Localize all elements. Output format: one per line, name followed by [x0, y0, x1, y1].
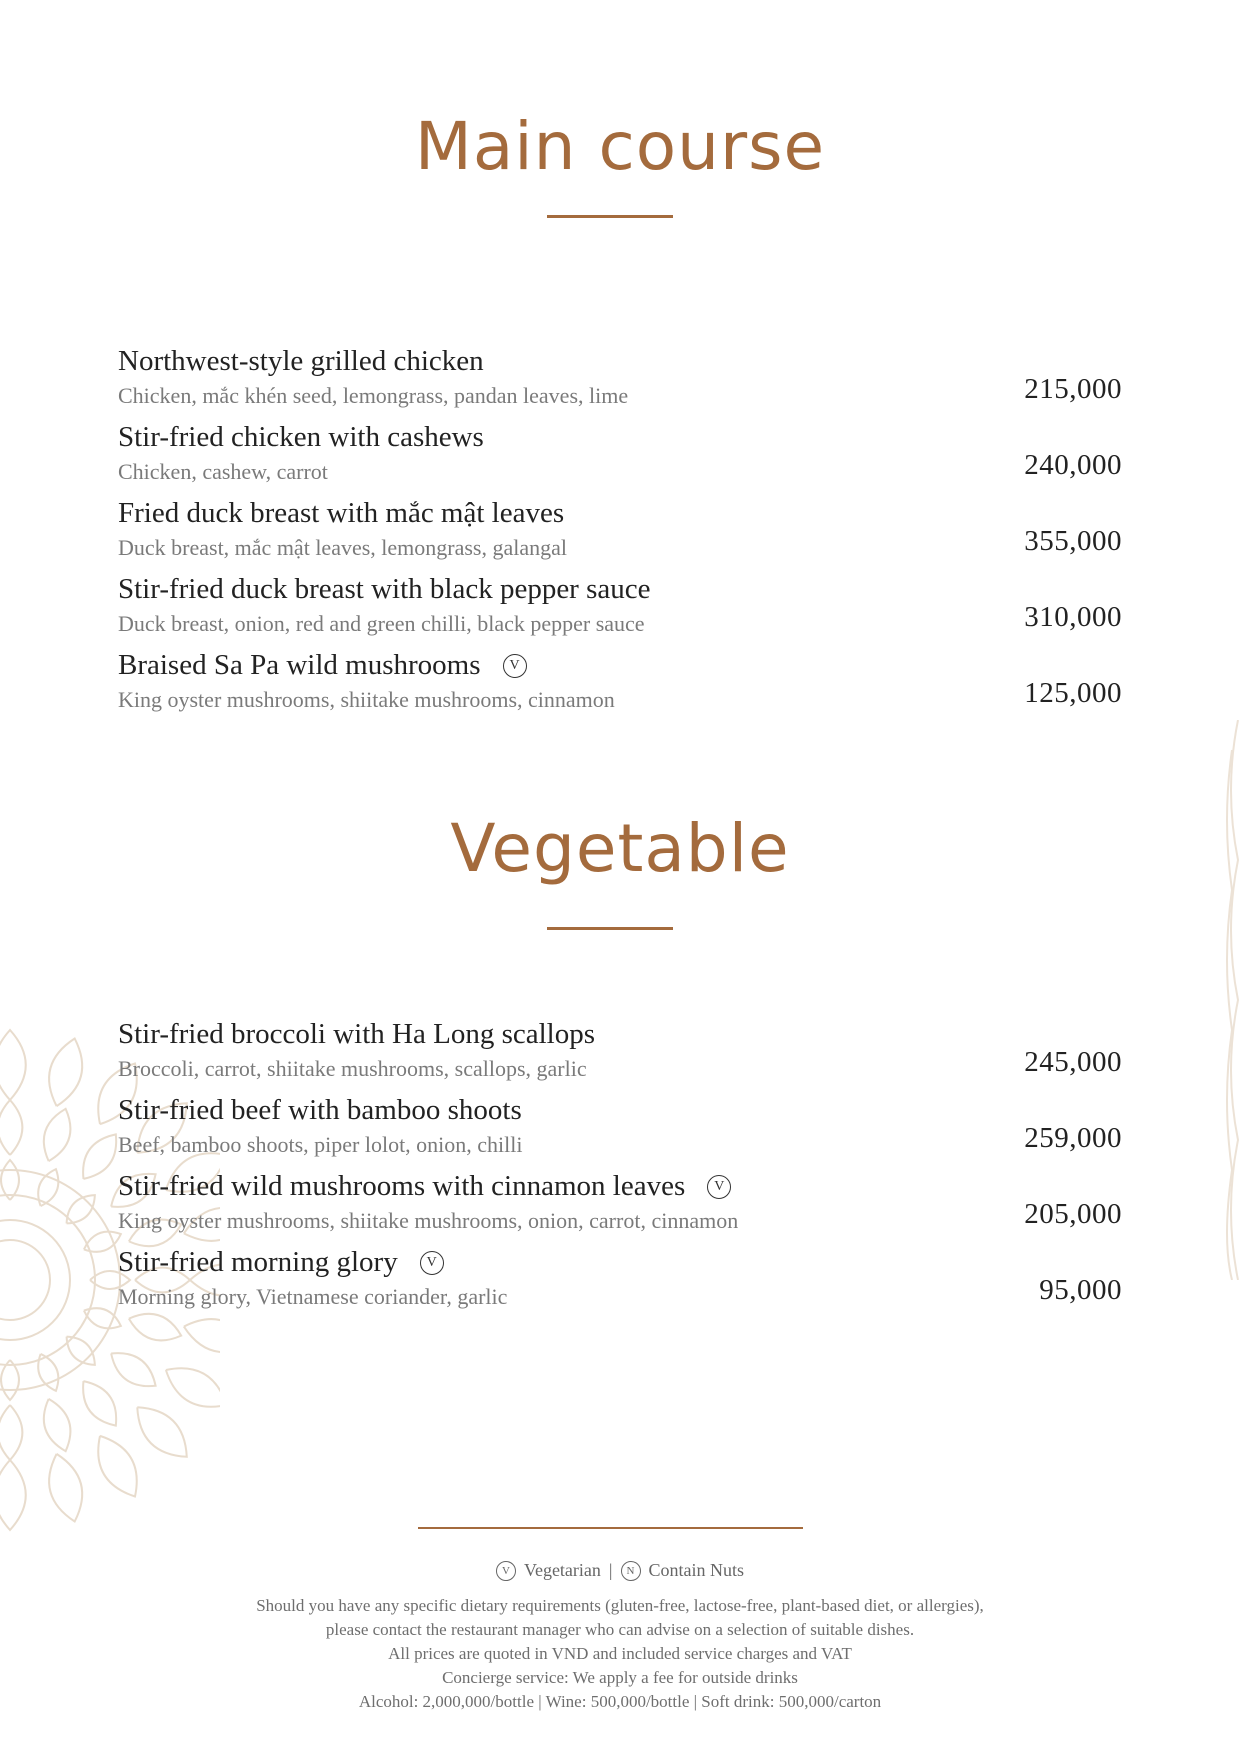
dish-ingredients: Beef, bamboo shoots, piper lolot, onion, chilli — [118, 1132, 523, 1157]
dish-name — [118, 345, 484, 378]
menu-item — [118, 1018, 1122, 1094]
menu-item — [118, 1170, 1122, 1246]
dish-name — [118, 1246, 444, 1279]
vegetarian-label: Vegetarian — [523, 1560, 601, 1580]
vegetable-list — [118, 1018, 1122, 1322]
menu-item — [118, 421, 1122, 497]
section-title-vegetable: Vegetable — [450, 810, 790, 887]
dish-price: 355,000 — [1024, 525, 1122, 557]
dish-name — [118, 649, 527, 682]
mandala-edge-decoration — [1220, 720, 1240, 1280]
corkage-fees: Alcohol: 2,000,000/bottle | Wine: 500,000/bottle | Soft drink: 500,000/carton — [358, 1692, 882, 1711]
pricing-note: All prices are quoted in VND and included service charges and VAT — [388, 1644, 852, 1663]
concierge-note: Concierge service: We apply a fee for outside drinks — [442, 1668, 798, 1687]
nuts-icon: N — [621, 1561, 641, 1581]
menu-item — [118, 573, 1122, 649]
vegetarian-icon: V — [496, 1561, 516, 1581]
dish-price: 259,000 — [1024, 1122, 1122, 1154]
title-underline — [547, 927, 673, 930]
nuts-label: Contain Nuts — [648, 1560, 745, 1580]
dish-name — [118, 1170, 731, 1203]
dish-price: 95,000 — [1039, 1274, 1122, 1306]
vegetarian-icon: V — [503, 654, 527, 678]
menu-item — [118, 345, 1122, 421]
dish-price: 240,000 — [1024, 449, 1122, 481]
dish-name-text: Stir-fried beef with bamboo shoots — [118, 1094, 522, 1126]
menu-item — [118, 649, 1122, 725]
menu-item — [118, 1246, 1122, 1322]
dish-ingredients: Morning glory, Vietnamese coriander, garlic — [118, 1284, 508, 1309]
dish-name — [118, 421, 484, 454]
section-title-main-course: Main course — [414, 108, 826, 185]
dietary-note: Should you have any specific dietary requirements (gluten-free, lactose-free, plant-based diet, or allergies), — [256, 1596, 984, 1615]
dish-name-text: Northwest-style grilled chicken — [118, 345, 484, 377]
footer-notes — [0, 1594, 1240, 1714]
footer-divider — [418, 1527, 803, 1529]
manager-note: please contact the restaurant manager who can advise on a selection of suitable dishes. — [325, 1620, 915, 1639]
dish-name-text: Stir-fried broccoli with Ha Long scallops — [118, 1018, 595, 1050]
dish-price: 215,000 — [1024, 373, 1122, 405]
main-course-list — [118, 345, 1122, 725]
dish-ingredients: King oyster mushrooms, shiitake mushrooms, cinnamon — [118, 687, 615, 712]
dish-name — [118, 1094, 522, 1127]
vegetarian-icon: V — [420, 1251, 444, 1275]
menu-item — [118, 1094, 1122, 1170]
legend-separator: | — [608, 1560, 613, 1580]
vegetarian-icon: V — [707, 1175, 731, 1199]
dish-name — [118, 1018, 595, 1051]
dish-price: 245,000 — [1024, 1046, 1122, 1078]
dish-name-text: Stir-fried morning glory — [118, 1246, 398, 1278]
dish-price: 125,000 — [1024, 677, 1122, 709]
dish-ingredients: King oyster mushrooms, shiitake mushrooms, onion, carrot, cinnamon — [118, 1208, 739, 1233]
dish-name-text: Stir-fried duck breast with black pepper sauce — [118, 573, 651, 605]
dish-name-text: Fried duck breast with mắc mật leaves — [118, 497, 565, 529]
dish-ingredients: Chicken, mắc khén seed, lemongrass, pandan leaves, lime — [118, 383, 629, 408]
dish-ingredients: Duck breast, mắc mật leaves, lemongrass, galangal — [118, 535, 568, 560]
dietary-legend — [0, 1560, 1240, 1581]
dish-name — [118, 573, 651, 606]
dish-ingredients: Duck breast, onion, red and green chilli, black pepper sauce — [118, 611, 645, 636]
dish-name — [118, 497, 564, 530]
title-underline — [547, 215, 673, 218]
menu-item — [118, 497, 1122, 573]
dish-name-text: Braised Sa Pa wild mushrooms — [118, 649, 481, 681]
dish-name-text: Stir-fried chicken with cashews — [118, 421, 484, 453]
dish-ingredients: Broccoli, carrot, shiitake mushrooms, scallops, garlic — [118, 1056, 587, 1081]
dish-price: 310,000 — [1024, 601, 1122, 633]
dish-price: 205,000 — [1024, 1198, 1122, 1230]
dish-ingredients: Chicken, cashew, carrot — [118, 459, 328, 484]
dish-name-text: Stir-fried wild mushrooms with cinnamon leaves — [118, 1170, 686, 1202]
